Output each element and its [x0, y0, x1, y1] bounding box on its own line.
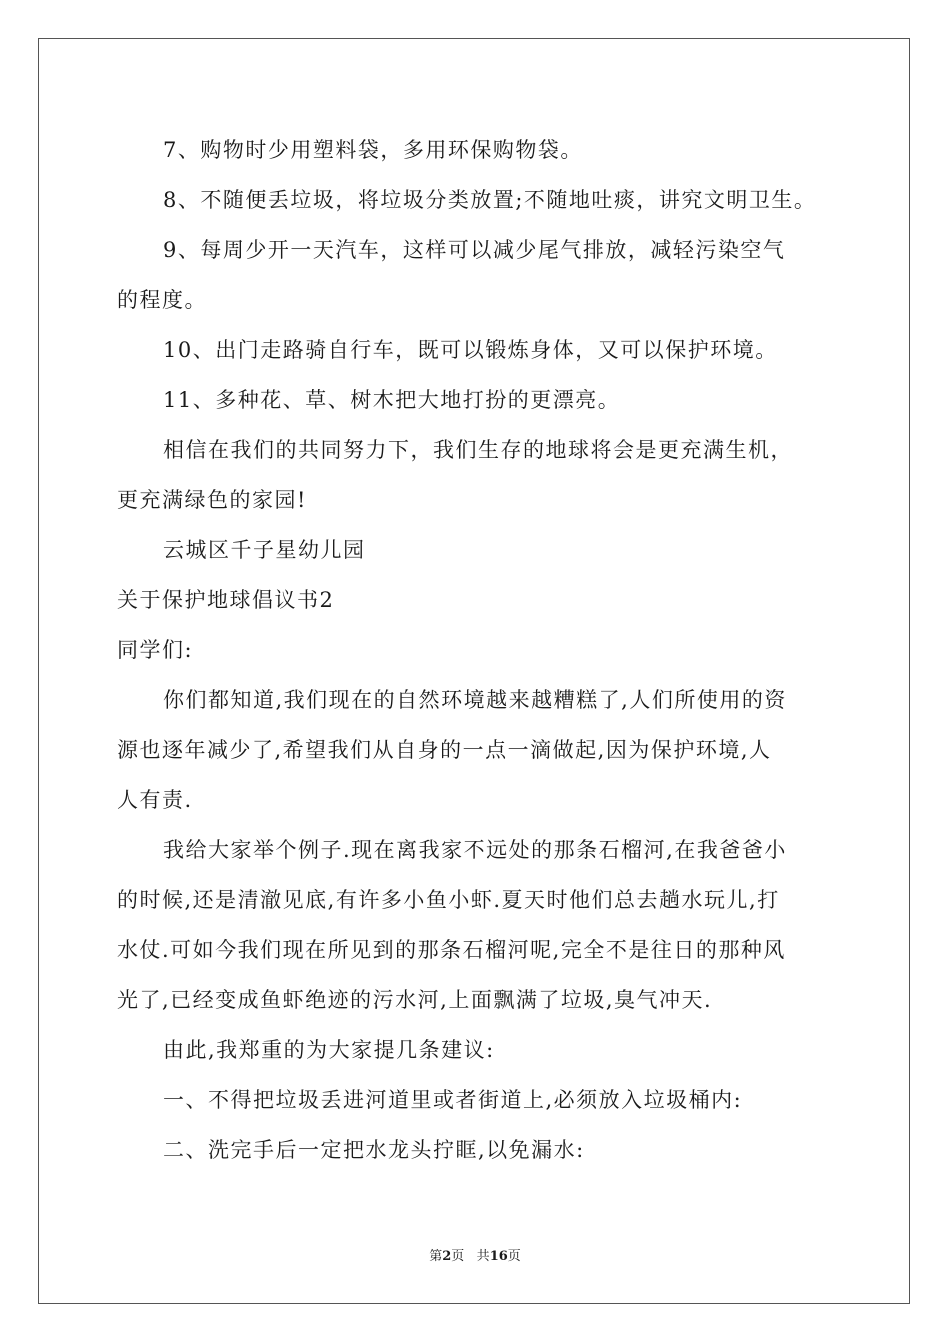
text-line: 你们都知道,我们现在的自然环境越来越糟糕了,人们所使用的资	[163, 688, 787, 712]
page-border	[38, 38, 910, 1304]
text-line: 11、多种花、草、树木把大地打扮的更漂亮。	[163, 388, 621, 412]
text-line: 人有责.	[117, 788, 193, 812]
text-line: 更充满绿色的家园!	[117, 488, 307, 512]
text-line: 二、洗完手后一定把水龙头拧眶,以免漏水:	[163, 1138, 585, 1162]
text-line: 7、购物时少用塑料袋，多用环保购物袋。	[163, 138, 583, 162]
page-number: 2	[442, 1249, 452, 1264]
text-line: 源也逐年减少了,希望我们从自身的一点一滴做起,因为保护环境,人	[117, 738, 772, 762]
total-prefix: 共	[476, 1249, 490, 1264]
page-prefix: 第	[429, 1249, 443, 1264]
page-suffix: 页	[451, 1249, 465, 1264]
text-line: 相信在我们的共同努力下，我们生存的地球将会是更充满生机，	[163, 438, 793, 462]
text-line: 10、出门走路骑自行车，既可以锻炼身体，又可以保护环境。	[163, 338, 778, 362]
text-line: 8、不随便丢垃圾，将垃圾分类放置;不随地吐痰，讲究文明卫生。	[163, 188, 817, 212]
text-line: 的时候,还是清澈见底,有许多小鱼小虾.夏天时他们总去趟水玩儿,打	[117, 888, 780, 912]
text-line: 水仗.可如今我们现在所见到的那条石榴河呢,完全不是往日的那种风	[117, 938, 786, 962]
text-line: 的程度。	[117, 288, 207, 312]
section-title: 关于保护地球倡议书2	[117, 588, 335, 612]
text-line: 我给大家举个例子.现在离我家不远处的那条石榴河,在我爸爸小	[163, 838, 787, 862]
text-line: 一、不得把垃圾丢进河道里或者街道上,必须放入垃圾桶内:	[163, 1088, 743, 1112]
salutation: 同学们:	[117, 638, 194, 662]
text-line: 由此,我郑重的为大家提几条建议:	[163, 1038, 495, 1062]
total-suffix: 页	[507, 1249, 521, 1264]
signature-line: 云城区千子星幼儿园	[163, 538, 366, 562]
page-footer	[0, 1248, 950, 1266]
text-line: 光了,已经变成鱼虾绝迹的污水河,上面飘满了垃圾,臭气冲天.	[117, 988, 713, 1012]
text-line: 9、每周少开一天汽车，这样可以减少尾气排放，减轻污染空气	[163, 238, 786, 262]
total-pages: 16	[489, 1249, 508, 1264]
